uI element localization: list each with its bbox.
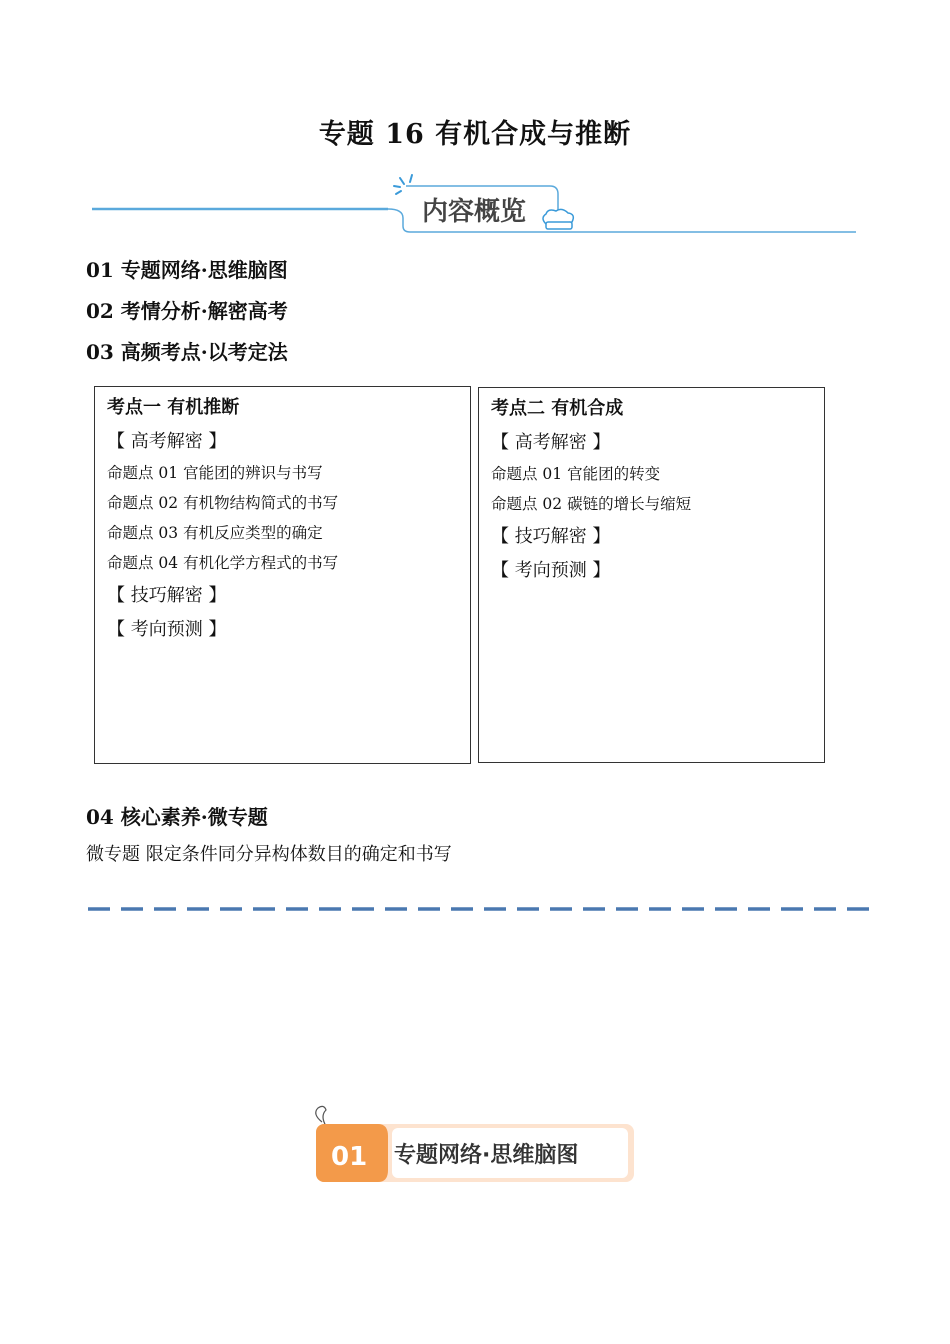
box-line[interactable]: 命题点 02 碳链的增长与缩短	[491, 495, 692, 513]
badge-number: 01	[331, 1142, 368, 1172]
sparkle-icon	[394, 175, 412, 194]
box-line[interactable]: 【 高考解密 】	[491, 432, 611, 453]
box-line[interactable]: 命题点 01 官能团的转变	[491, 465, 661, 483]
toc-item-3[interactable]: 03 高频考点·以考定法	[86, 340, 288, 364]
dashed-divider	[88, 906, 870, 912]
page-title: 专题 16 有机合成与推断	[318, 119, 632, 150]
badge-label: 专题网络·思维脑图	[394, 1143, 579, 1168]
box-line[interactable]: 命题点 02 有机物结构简式的书写	[107, 494, 339, 512]
topic-box-2	[478, 387, 825, 763]
box-line[interactable]: 命题点 04 有机化学方程式的书写	[107, 554, 339, 572]
box-line[interactable]: 【 考向预测 】	[107, 619, 227, 640]
toc-item-1[interactable]: 01 专题网络·思维脑图	[86, 258, 288, 282]
box-title: 考点二 有机合成	[491, 398, 624, 419]
toc-item-2[interactable]: 02 考情分析·解密高考	[86, 299, 288, 323]
overview-label: 内容概览	[422, 197, 527, 227]
overview-banner	[88, 168, 858, 238]
micro-topic-text[interactable]: 微专题 限定条件同分异构体数目的确定和书写	[86, 844, 452, 865]
box-line[interactable]: 【 高考解密 】	[107, 431, 227, 452]
box-line[interactable]: 【 技巧解密 】	[107, 585, 227, 606]
section-badge	[308, 1102, 638, 1188]
box-line[interactable]: 命题点 03 有机反应类型的确定	[107, 524, 323, 542]
box-line[interactable]: 【 考向预测 】	[491, 560, 611, 581]
chef-hat-icon	[543, 209, 573, 229]
swirl-icon	[316, 1106, 326, 1126]
box-title: 考点一 有机推断	[107, 397, 240, 418]
topic-box-1	[94, 386, 471, 764]
box-line[interactable]: 【 技巧解密 】	[491, 526, 611, 547]
toc-item-4[interactable]: 04 核心素养·微专题	[86, 805, 268, 829]
box-line[interactable]: 命题点 01 官能团的辨识与书写	[107, 464, 323, 482]
